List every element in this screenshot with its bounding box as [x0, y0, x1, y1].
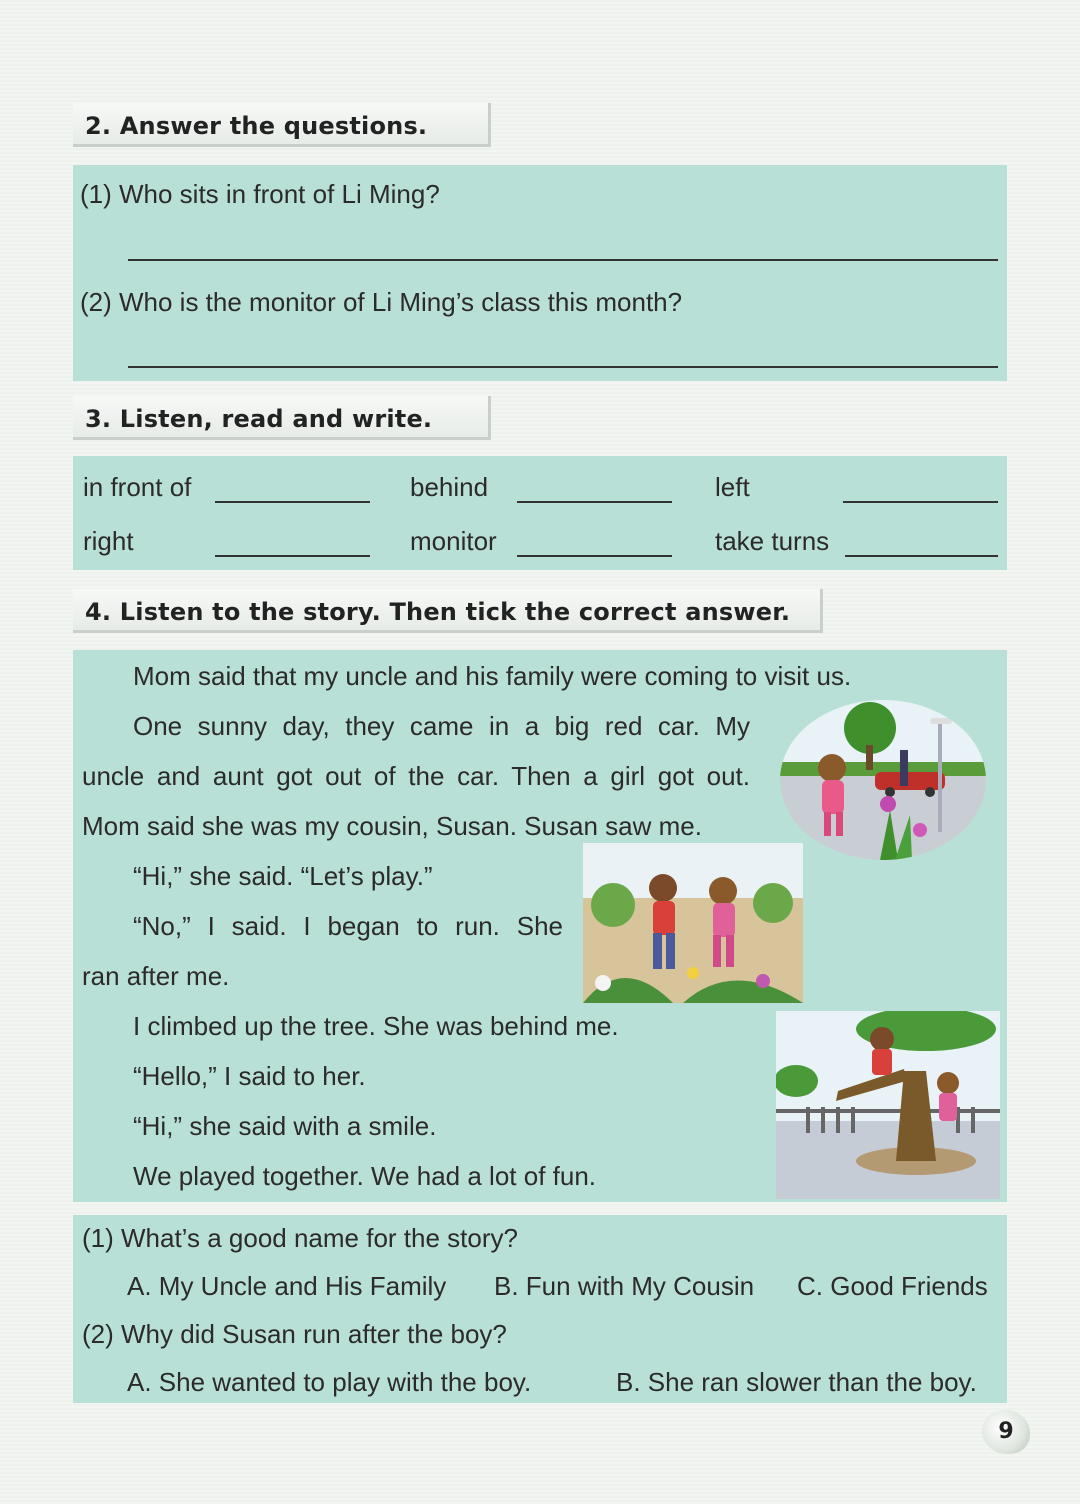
- answer-line-2[interactable]: [128, 366, 998, 368]
- questions-panel: [73, 1215, 1007, 1403]
- story-line: uncle and aunt got out of the car. Then a girl got out.: [82, 761, 750, 791]
- option-1a[interactable]: A. My Uncle and His Family: [127, 1271, 447, 1301]
- story-line: We played together. We had a lot of fun.: [133, 1161, 597, 1191]
- option-1b[interactable]: B. Fun with My Cousin: [494, 1271, 755, 1301]
- story-question-2: (2) Why did Susan run after the boy?: [82, 1319, 507, 1349]
- section-2-heading: 2. Answer the questions.: [73, 103, 491, 147]
- story-question-1: (1) What’s a good name for the story?: [82, 1223, 518, 1253]
- option-1c[interactable]: C. Good Friends: [797, 1271, 988, 1301]
- story-line: “No,” I said. I began to run. She: [133, 911, 563, 941]
- section-2-panel: [73, 165, 1007, 381]
- story-line: Mom said she was my cousin, Susan. Susan saw me.: [82, 811, 702, 841]
- illustration-tree: [776, 1011, 1000, 1199]
- story-panel: [73, 650, 1007, 1202]
- story-line: Mom said that my uncle and his family were coming to visit us.: [133, 661, 852, 691]
- story-line: “Hi,” she said with a smile.: [133, 1111, 437, 1141]
- vocab-word: right: [83, 526, 134, 556]
- story-line: ran after me.: [82, 961, 230, 991]
- section-3-heading: 3. Listen, read and write.: [73, 396, 491, 440]
- section-3-panel: [73, 456, 1007, 570]
- illustration-girl-car: [780, 700, 986, 860]
- page-number: 9: [982, 1410, 1030, 1454]
- option-2a[interactable]: A. She wanted to play with the boy.: [127, 1367, 532, 1397]
- vocab-blank[interactable]: [845, 555, 998, 557]
- story-line: “Hi,” she said. “Let’s play.”: [133, 861, 433, 891]
- story-line: I climbed up the tree. She was behind me.: [133, 1011, 619, 1041]
- vocab-blank[interactable]: [843, 501, 998, 503]
- answer-line-1[interactable]: [128, 259, 998, 261]
- vocab-blank[interactable]: [517, 555, 672, 557]
- vocab-word: left: [715, 472, 750, 502]
- vocab-blank[interactable]: [215, 555, 370, 557]
- vocab-blank[interactable]: [517, 501, 672, 503]
- vocab-word: monitor: [410, 526, 497, 556]
- question-2-text: (2) Who is the monitor of Li Ming’s class this month?: [80, 287, 683, 317]
- question-1-text: (1) Who sits in front of Li Ming?: [80, 179, 440, 209]
- option-2b[interactable]: B. She ran slower than the boy.: [616, 1367, 977, 1397]
- vocab-blank[interactable]: [215, 501, 370, 503]
- story-line: “Hello,” I said to her.: [133, 1061, 366, 1091]
- section-4-heading: 4. Listen to the story. Then tick the correct answer.: [73, 589, 823, 633]
- vocab-word: behind: [410, 472, 489, 502]
- vocab-word: in front of: [83, 472, 192, 502]
- illustration-kids-running: [583, 843, 803, 1003]
- vocab-word: take turns: [715, 526, 830, 556]
- story-line: One sunny day, they came in a big red car. My: [133, 711, 750, 741]
